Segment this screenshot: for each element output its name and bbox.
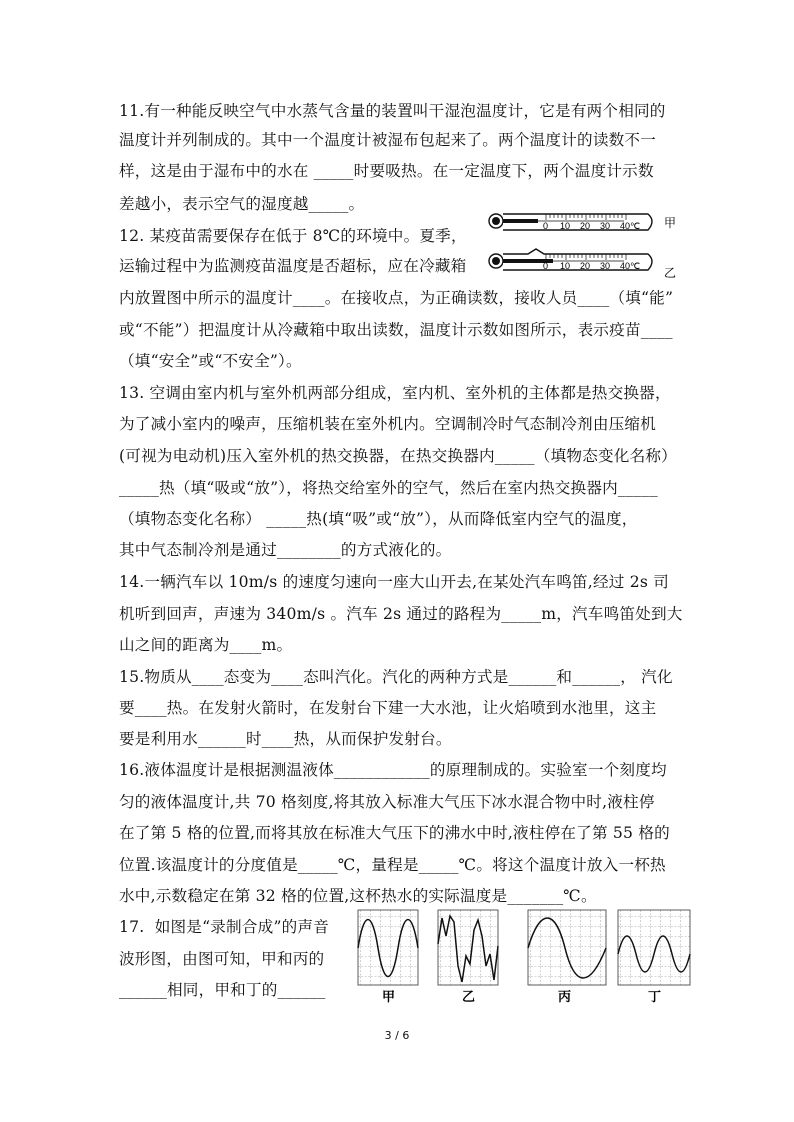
scale-0: 0 (543, 221, 549, 231)
scale-10: 10 (560, 261, 571, 271)
wave-label-bing: 丙 (558, 990, 572, 1004)
label-jia: 甲 (664, 216, 677, 230)
line-16: 14.一辆汽车以 10m/s 的速度匀速向一座大山开去,在某处汽车鸣笛,经过 2s 司 (119, 573, 669, 591)
line-10: 13. 空调由室内机与室外机两部分组成，室内机、室外机的主体都是热交换器， (119, 384, 671, 402)
line-2: 温度计并列制成的。其中一个温度计被湿布包起来了。两个温度计的读数不一 (119, 131, 656, 149)
label-yi: 乙 (664, 266, 677, 278)
scale-30: 30 (600, 261, 611, 271)
thermometer-jia (489, 214, 676, 231)
wave-label-ding: 丁 (648, 990, 662, 1004)
line-20: 要____热。在发射火箭时，在发射台下建一大水池，让火焰喷到水池里，这主 (119, 699, 657, 717)
line-11: 为了减小室内的噪声，压缩机装在室外机内。空调制冷时气态制冷剂由压缩机 (119, 415, 656, 433)
scale-20: 20 (580, 221, 591, 231)
line-12: (可视为电动机)压入室外机的热交换器，在热交换器内_____（填物态变化名称） (119, 447, 677, 465)
line-7: 内放置图中所示的温度计____。在接收点，为正确读数，接收人员____（填“能” (119, 289, 674, 307)
line-5: 12. 某疫苗需要保存在低于 8℃的环境中。夏季， (119, 227, 467, 245)
line-3: 样，这是由于湿布中的水在 _____时要吸热。在一定温度下，两个温度计示数 (119, 162, 654, 180)
line-14: （填物态变化名称） _____热(填“吸”或“放”），从而降低室内空气的温度， (119, 510, 638, 528)
line-21: 要是利用水______时____热，从而保护发射台。 (119, 730, 452, 748)
line-27: 17. 如图是“录制合成”的声音 (119, 918, 329, 936)
thermometer-figure (484, 208, 684, 278)
line-15: 其中气态制冷剂是通过________的方式液化的。 (119, 541, 452, 559)
scale-30: 30 (600, 221, 611, 231)
scale-20: 20 (580, 261, 591, 271)
line-22: 16.液体温度计是根据测温液体____________的原理制成的。实验室一个刻度均 (119, 761, 667, 779)
line-6: 运输过程中为监测疫苗温度是否超标，应在冷藏箱 (119, 257, 467, 275)
line-13: _____热（填“吸或“放”），将热交给室外的空气，然后在室内热交换器内_____ (119, 479, 658, 497)
scale-40: 40℃ (620, 221, 641, 231)
line-23: 匀的液体温度计,共 70 格刻度,将其放入标准大气压下冰水混合物中时,液柱停 (119, 793, 655, 811)
line-28: 波形图，由图可知，甲和丙的 (119, 950, 325, 968)
line-8: 或“不能”）把温度计从冷藏箱中取出读数，温度计示数如图所示，表示疫苗____ (119, 321, 673, 339)
wave-label-jia: 甲 (382, 990, 396, 1004)
line-26: 水中,示数稳定在第 32 格的位置,这杯热水的实际温度是_______℃。 (119, 887, 597, 905)
line-9: （填“安全”或“不安全”）。 (119, 352, 302, 370)
wave-label-yi: 乙 (462, 990, 476, 1004)
scale-0: 0 (543, 261, 549, 271)
line-17: 机听到回声，声速为 340m/s 。汽车 2s 通过的路程为_____m，汽车鸣笛处到大 (119, 605, 683, 623)
thermometer-yi (489, 249, 676, 278)
line-25: 位置.该温度计的分度值是_____℃，量程是_____℃。将这个温度计放入一杯热 (119, 856, 666, 874)
line-4: 差越小，表示空气的湿度越_____。 (119, 195, 365, 213)
wave-ding (618, 910, 690, 985)
scale-40: 40℃ (620, 261, 641, 271)
waveform-figure (350, 906, 700, 1004)
line-24: 在了第 5 格的位置,而将其放在标准大气压下的沸水中时,液柱停在了第 55 格的 (119, 824, 670, 842)
line-1: 11.有一种能反映空气中水蒸气含量的装置叫干湿泡温度计，它是有两个相同的 (119, 102, 666, 120)
scale-10: 10 (560, 221, 571, 231)
line-19: 15.物质从____态变为____态叫汽化。汽化的两种方式是______和______， 汽化 (119, 668, 673, 686)
wave-bing (528, 910, 606, 985)
wave-jia (358, 910, 418, 985)
page-number: 3 / 6 (384, 1029, 410, 1042)
line-29: ______相同，甲和丁的______ (119, 981, 326, 999)
wave-yi (438, 910, 498, 985)
line-18: 山之间的距离为____m。 (119, 636, 293, 654)
